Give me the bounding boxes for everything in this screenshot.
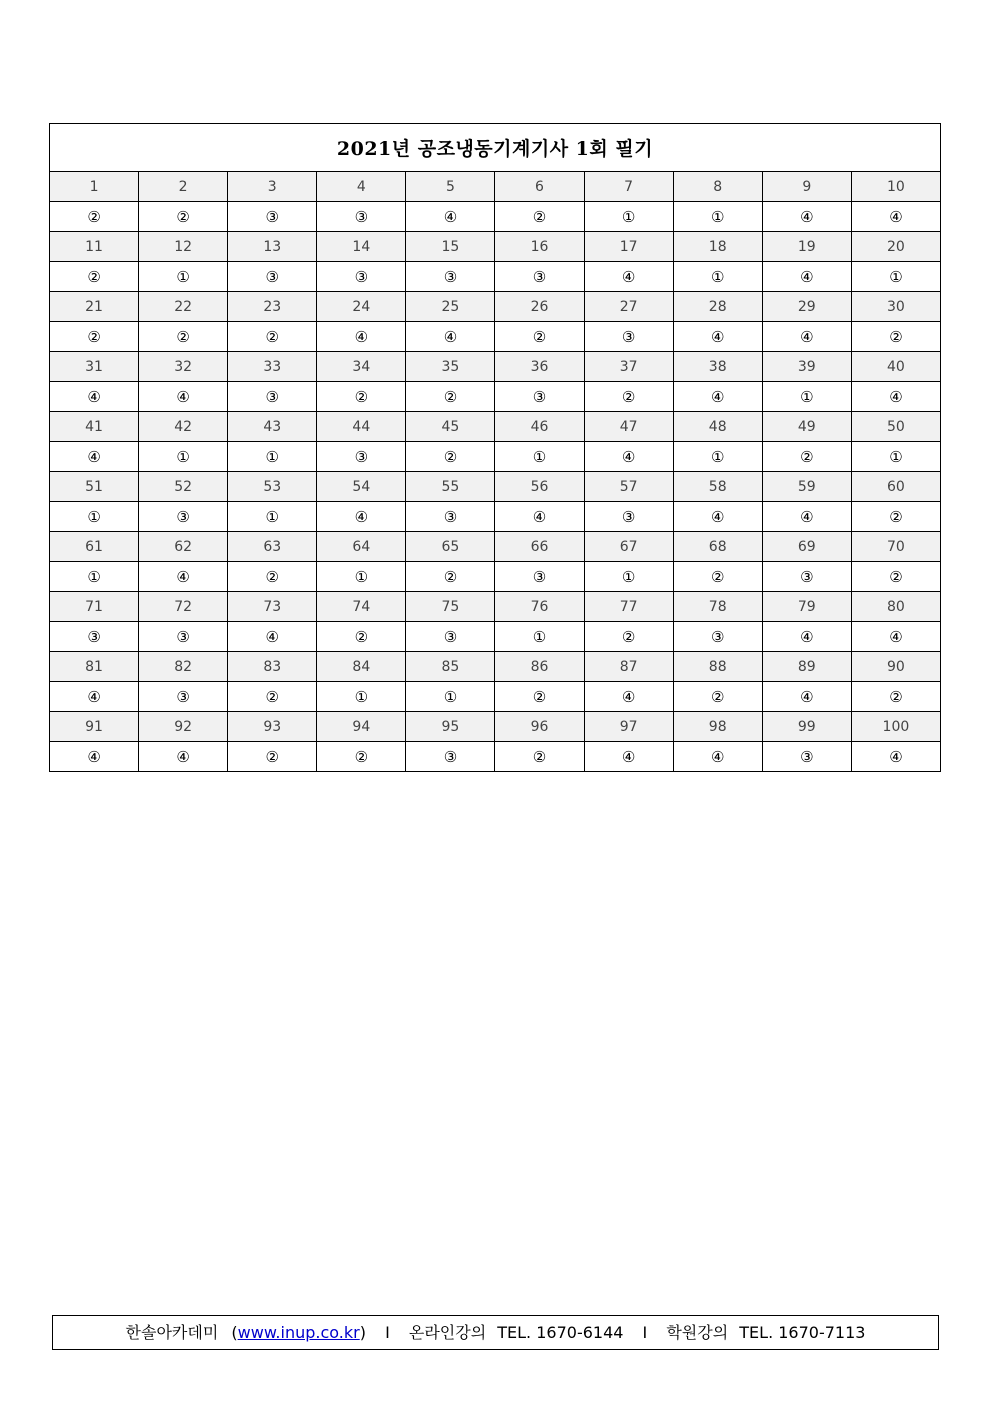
answer-cell: ④ [50, 382, 139, 412]
answer-cell: ③ [495, 562, 584, 592]
answer-cell: ③ [317, 262, 406, 292]
open-paren: ( [231, 1323, 238, 1342]
question-number-cell: 68 [673, 532, 762, 562]
answer-cell: ④ [673, 322, 762, 352]
question-number-cell: 8 [673, 172, 762, 202]
question-number-row [50, 352, 941, 382]
question-number-row [50, 292, 941, 322]
question-number-cell: 89 [762, 652, 851, 682]
academy-name: 한솔아카데미 [125, 1323, 219, 1342]
answer-row [50, 442, 941, 472]
online-tel: TEL. 1670-6144 [497, 1323, 624, 1342]
answer-cell: ② [317, 382, 406, 412]
question-number-cell: 6 [495, 172, 584, 202]
answer-table [49, 123, 941, 772]
question-number-cell: 38 [673, 352, 762, 382]
answer-cell: ④ [139, 382, 228, 412]
question-number-cell: 31 [50, 352, 139, 382]
question-number-cell: 40 [851, 352, 940, 382]
answer-cell: ③ [406, 742, 495, 772]
question-number-cell: 26 [495, 292, 584, 322]
question-number-cell: 46 [495, 412, 584, 442]
answer-cell: ② [851, 682, 940, 712]
question-number-row [50, 652, 941, 682]
question-number-cell: 14 [317, 232, 406, 262]
question-number-cell: 62 [139, 532, 228, 562]
answer-cell: ③ [228, 202, 317, 232]
question-number-row [50, 172, 941, 202]
answer-cell: ③ [317, 202, 406, 232]
question-number-row [50, 712, 941, 742]
question-number-cell: 35 [406, 352, 495, 382]
question-number-cell: 57 [584, 472, 673, 502]
answer-cell: ③ [317, 442, 406, 472]
answer-row [50, 202, 941, 232]
question-number-cell: 1 [50, 172, 139, 202]
question-number-cell: 19 [762, 232, 851, 262]
answer-cell: ④ [584, 742, 673, 772]
answer-cell: ④ [584, 262, 673, 292]
question-number-cell: 73 [228, 592, 317, 622]
answer-cell: ② [228, 682, 317, 712]
answer-cell: ④ [851, 382, 940, 412]
question-number-cell: 45 [406, 412, 495, 442]
answer-cell: ② [584, 382, 673, 412]
answer-cell: ③ [50, 622, 139, 652]
answer-cell: ④ [762, 322, 851, 352]
footer-separator: I [642, 1323, 648, 1342]
question-number-cell: 5 [406, 172, 495, 202]
answer-cell: ④ [317, 322, 406, 352]
question-number-cell: 3 [228, 172, 317, 202]
question-number-cell: 66 [495, 532, 584, 562]
answer-cell: ② [228, 562, 317, 592]
answer-cell: ① [228, 502, 317, 532]
question-number-row [50, 472, 941, 502]
question-number-cell: 67 [584, 532, 673, 562]
question-number-cell: 91 [50, 712, 139, 742]
answer-cell: ② [406, 442, 495, 472]
question-number-cell: 37 [584, 352, 673, 382]
answer-row [50, 262, 941, 292]
answer-row [50, 322, 941, 352]
answer-cell: ④ [762, 202, 851, 232]
question-number-cell: 18 [673, 232, 762, 262]
answer-cell: ① [228, 442, 317, 472]
offline-label: 학원강의 [666, 1323, 729, 1342]
question-number-row [50, 592, 941, 622]
answer-cell: ② [851, 502, 940, 532]
question-number-cell: 27 [584, 292, 673, 322]
answer-cell: ④ [584, 442, 673, 472]
question-number-cell: 93 [228, 712, 317, 742]
answer-cell: ③ [228, 262, 317, 292]
question-number-cell: 39 [762, 352, 851, 382]
answer-cell: ② [139, 322, 228, 352]
question-number-cell: 20 [851, 232, 940, 262]
answer-row [50, 682, 941, 712]
answer-cell: ③ [495, 262, 584, 292]
answer-cell: ① [406, 682, 495, 712]
question-number-cell: 95 [406, 712, 495, 742]
question-number-cell: 74 [317, 592, 406, 622]
answer-cell: ② [317, 622, 406, 652]
answer-cell: ③ [673, 622, 762, 652]
question-number-cell: 23 [228, 292, 317, 322]
question-number-cell: 53 [228, 472, 317, 502]
answer-cell: ② [50, 262, 139, 292]
answer-row [50, 742, 941, 772]
question-number-row [50, 232, 941, 262]
question-number-cell: 41 [50, 412, 139, 442]
question-number-cell: 88 [673, 652, 762, 682]
question-number-cell: 59 [762, 472, 851, 502]
question-number-cell: 36 [495, 352, 584, 382]
question-number-cell: 21 [50, 292, 139, 322]
question-number-cell: 85 [406, 652, 495, 682]
answer-cell: ② [228, 322, 317, 352]
answer-cell: ② [762, 442, 851, 472]
answer-cell: ④ [762, 622, 851, 652]
answer-cell: ① [762, 382, 851, 412]
close-paren: ) [359, 1323, 366, 1342]
answer-cell: ② [139, 202, 228, 232]
question-number-cell: 54 [317, 472, 406, 502]
answer-cell: ② [495, 682, 584, 712]
answer-cell: ④ [139, 742, 228, 772]
website-link[interactable]: www.inup.co.kr [237, 1323, 360, 1342]
question-number-cell: 86 [495, 652, 584, 682]
answer-cell: ① [317, 682, 406, 712]
question-number-cell: 87 [584, 652, 673, 682]
question-number-row [50, 412, 941, 442]
question-number-cell: 30 [851, 292, 940, 322]
question-number-cell: 22 [139, 292, 228, 322]
question-number-cell: 61 [50, 532, 139, 562]
answer-cell: ① [851, 262, 940, 292]
question-number-cell: 90 [851, 652, 940, 682]
answer-cell: ① [584, 562, 673, 592]
answer-cell: ③ [584, 322, 673, 352]
answer-cell: ① [50, 562, 139, 592]
answer-cell: ④ [762, 262, 851, 292]
answer-cell: ③ [762, 562, 851, 592]
answer-cell: ③ [139, 502, 228, 532]
answer-cell: ④ [584, 682, 673, 712]
answer-cell: ② [495, 322, 584, 352]
answer-cell: ① [673, 202, 762, 232]
answer-cell: ② [851, 322, 940, 352]
question-number-cell: 69 [762, 532, 851, 562]
question-number-cell: 11 [50, 232, 139, 262]
question-number-cell: 100 [851, 712, 940, 742]
answer-row [50, 382, 941, 412]
answer-cell: ④ [495, 502, 584, 532]
answer-cell: ① [317, 562, 406, 592]
footer-bar [52, 1315, 939, 1350]
answer-cell: ④ [851, 622, 940, 652]
answer-cell: ③ [139, 622, 228, 652]
answer-cell: ④ [50, 682, 139, 712]
answer-cell: ② [673, 682, 762, 712]
question-number-cell: 70 [851, 532, 940, 562]
question-number-cell: 7 [584, 172, 673, 202]
answer-cell: ① [50, 502, 139, 532]
question-number-cell: 99 [762, 712, 851, 742]
answer-cell: ④ [762, 682, 851, 712]
question-number-cell: 83 [228, 652, 317, 682]
answer-cell: ④ [673, 502, 762, 532]
answer-cell: ② [50, 322, 139, 352]
question-number-cell: 81 [50, 652, 139, 682]
question-number-cell: 4 [317, 172, 406, 202]
question-number-cell: 52 [139, 472, 228, 502]
question-number-cell: 64 [317, 532, 406, 562]
question-number-cell: 72 [139, 592, 228, 622]
answer-cell: ③ [584, 502, 673, 532]
question-number-cell: 84 [317, 652, 406, 682]
question-number-cell: 15 [406, 232, 495, 262]
question-number-cell: 28 [673, 292, 762, 322]
question-number-cell: 82 [139, 652, 228, 682]
answer-cell: ④ [50, 742, 139, 772]
answer-cell: ④ [406, 202, 495, 232]
question-number-cell: 10 [851, 172, 940, 202]
question-number-cell: 50 [851, 412, 940, 442]
question-number-cell: 75 [406, 592, 495, 622]
question-number-cell: 60 [851, 472, 940, 502]
answer-cell: ① [495, 622, 584, 652]
question-number-cell: 24 [317, 292, 406, 322]
question-number-cell: 16 [495, 232, 584, 262]
question-number-cell: 2 [139, 172, 228, 202]
answer-cell: ① [851, 442, 940, 472]
online-label: 온라인강의 [408, 1323, 487, 1342]
answer-cell: ① [584, 202, 673, 232]
question-number-cell: 98 [673, 712, 762, 742]
answer-row [50, 622, 941, 652]
question-number-cell: 65 [406, 532, 495, 562]
answer-cell: ④ [851, 742, 940, 772]
footer-separator: I [385, 1323, 390, 1342]
question-number-cell: 51 [50, 472, 139, 502]
question-number-cell: 44 [317, 412, 406, 442]
answer-cell: ④ [406, 322, 495, 352]
question-number-cell: 32 [139, 352, 228, 382]
question-number-cell: 77 [584, 592, 673, 622]
answer-cell: ③ [406, 502, 495, 532]
question-number-cell: 12 [139, 232, 228, 262]
question-number-cell: 55 [406, 472, 495, 502]
question-number-cell: 56 [495, 472, 584, 502]
question-number-cell: 80 [851, 592, 940, 622]
answer-cell: ③ [228, 382, 317, 412]
answer-cell: ② [317, 742, 406, 772]
question-number-cell: 47 [584, 412, 673, 442]
answer-cell: ① [495, 442, 584, 472]
question-number-cell: 17 [584, 232, 673, 262]
answer-cell: ③ [495, 382, 584, 412]
question-number-cell: 42 [139, 412, 228, 442]
answer-cell: ① [673, 442, 762, 472]
answer-cell: ① [673, 262, 762, 292]
question-number-cell: 71 [50, 592, 139, 622]
question-number-cell: 49 [762, 412, 851, 442]
question-number-cell: 34 [317, 352, 406, 382]
answer-cell: ④ [139, 562, 228, 592]
answer-cell: ③ [139, 682, 228, 712]
question-number-cell: 94 [317, 712, 406, 742]
answer-cell: ④ [317, 502, 406, 532]
answer-cell: ① [139, 262, 228, 292]
answer-row [50, 502, 941, 532]
title-row [50, 124, 941, 172]
answer-cell: ② [495, 202, 584, 232]
question-number-cell: 63 [228, 532, 317, 562]
question-number-cell: 43 [228, 412, 317, 442]
question-number-row [50, 532, 941, 562]
answer-cell: ④ [228, 622, 317, 652]
question-number-cell: 76 [495, 592, 584, 622]
answer-cell: ④ [762, 502, 851, 532]
question-number-cell: 58 [673, 472, 762, 502]
answer-cell: ④ [673, 742, 762, 772]
question-number-cell: 29 [762, 292, 851, 322]
answer-cell: ④ [50, 442, 139, 472]
answer-row [50, 562, 941, 592]
question-number-cell: 9 [762, 172, 851, 202]
answer-cell: ① [139, 442, 228, 472]
question-number-cell: 13 [228, 232, 317, 262]
answer-table-body [50, 124, 941, 772]
answer-cell: ② [406, 382, 495, 412]
question-number-cell: 92 [139, 712, 228, 742]
offline-tel: TEL. 1670-7113 [739, 1323, 866, 1342]
answer-cell: ② [851, 562, 940, 592]
question-number-cell: 78 [673, 592, 762, 622]
answer-cell: ③ [762, 742, 851, 772]
answer-cell: ② [50, 202, 139, 232]
question-number-cell: 48 [673, 412, 762, 442]
answer-cell: ② [673, 562, 762, 592]
question-number-cell: 33 [228, 352, 317, 382]
answer-cell: ② [406, 562, 495, 592]
question-number-cell: 96 [495, 712, 584, 742]
question-number-cell: 25 [406, 292, 495, 322]
answer-cell: ② [584, 622, 673, 652]
page-title: 2021년 공조냉동기계기사 1회 필기 [50, 124, 941, 172]
answer-cell: ③ [406, 262, 495, 292]
answer-cell: ④ [673, 382, 762, 412]
answer-cell: ② [228, 742, 317, 772]
answer-cell: ④ [851, 202, 940, 232]
answer-cell: ② [495, 742, 584, 772]
question-number-cell: 97 [584, 712, 673, 742]
answer-cell: ③ [406, 622, 495, 652]
question-number-cell: 79 [762, 592, 851, 622]
